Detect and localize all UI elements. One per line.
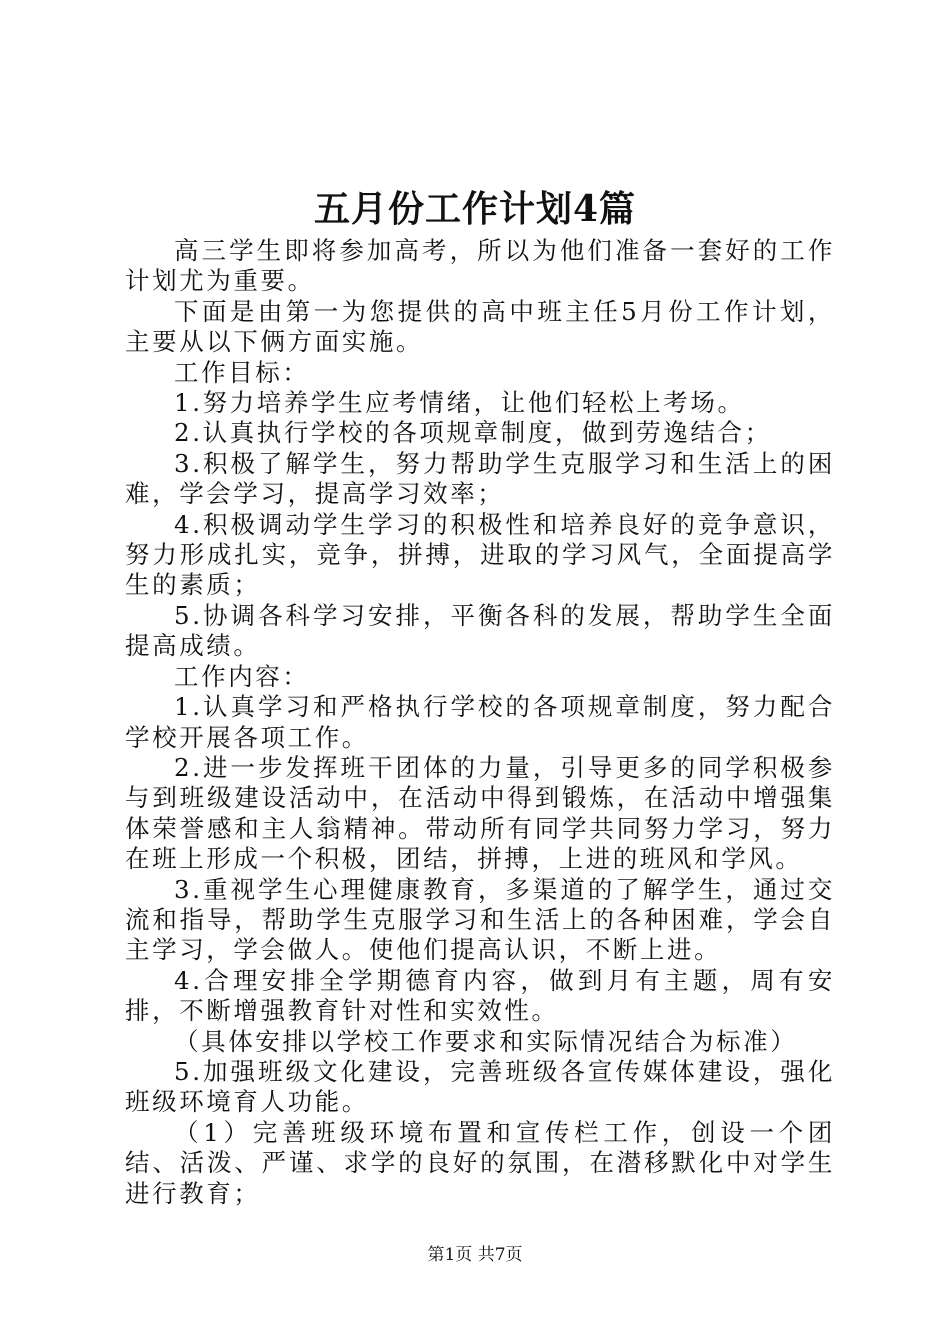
list-item: 5.协调各科学习安排，平衡各科的发展，帮助学生全面提高成绩。	[125, 600, 835, 661]
paragraph: 下面是由第一为您提供的高中班主任5月份工作计划，主要从以下俩方面实施。	[125, 296, 835, 357]
list-item: 4.合理安排全学期德育内容，做到月有主题，周有安排，不断增强教育针对性和实效性。	[125, 965, 835, 1026]
list-item: 1.努力培养学生应考情绪，让他们轻松上考场。	[174, 388, 745, 418]
list-item: （1）完善班级环境布置和宣传栏工作，创设一个团结、活泼、严谨、求学的良好的氛围，在潜移默化中对学生进行教育；	[125, 1117, 835, 1208]
list-item: 3.积极了解学生，努力帮助学生克服学习和生活上的困难，学会学习，提高学习效率；	[125, 448, 835, 509]
section-heading: 工作目标：	[174, 357, 310, 387]
paragraph: （具体安排以学校工作要求和实际情况结合为标准）	[174, 1026, 798, 1056]
list-item: 1.认真学习和严格执行学校的各项规章制度，努力配合学校开展各项工作。	[125, 692, 835, 752]
list-item: 2.认真执行学校的各项规章制度，做到劳逸结合；	[174, 418, 772, 448]
page-title: 五月份工作计划4篇	[313, 188, 637, 230]
document-body	[125, 236, 835, 1209]
list-item: 4.积极调动学生学习的积极性和培养良好的竞争意识，努力形成扎实，竞争，拼搏，进取的学习风气，全面提高学生的素质；	[125, 509, 835, 600]
section-heading: 工作内容：	[174, 661, 310, 691]
list-item: 3.重视学生心理健康教育，多渠道的了解学生，通过交流和指导，帮助学生克服学习和生活上的各种困难，学会自主学习，学会做人。使他们提高认识，不断上进。	[125, 874, 835, 965]
paragraph: 高三学生即将参加高考，所以为他们准备一套好的工作计划尤为重要。	[125, 236, 835, 296]
page-number: 第1页 共7页	[427, 1245, 523, 1265]
list-item: 5.加强班级文化建设，完善班级各宣传媒体建设，强化班级环境育人功能。	[125, 1056, 835, 1117]
list-item: 2.进一步发挥班干团体的力量，引导更多的同学积极参与到班级建设活动中，在活动中得到锻炼，在活动中增强集体荣誉感和主人翁精神。带动所有同学共同努力学习，努力在班上形成一个积极，团结，拼搏，上进的班风和学风。	[125, 752, 835, 874]
